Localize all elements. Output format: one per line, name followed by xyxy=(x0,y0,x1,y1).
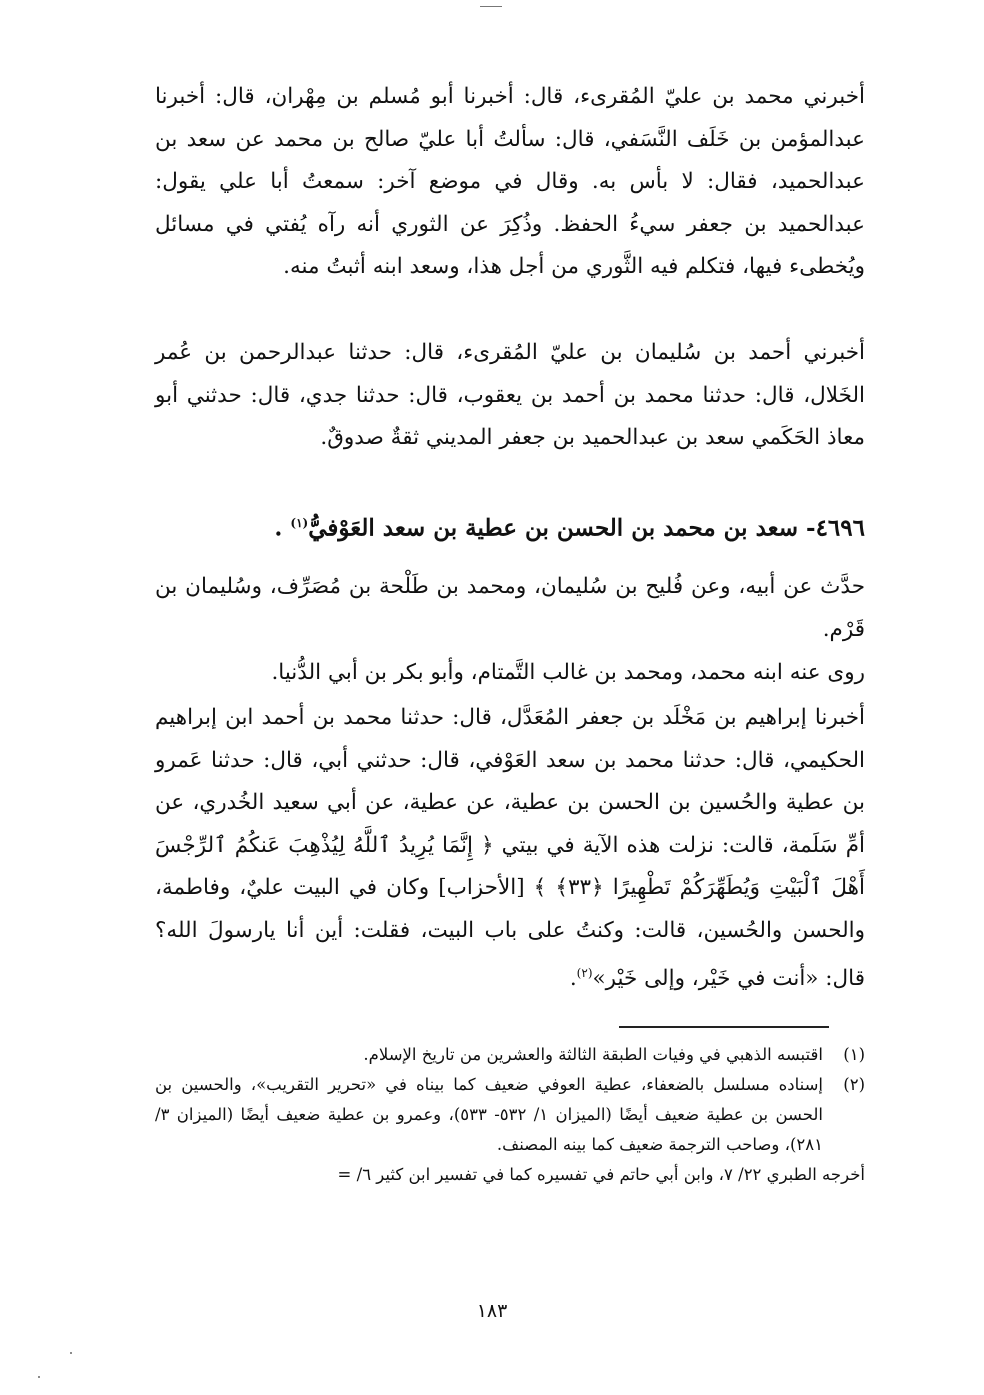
footnote-2-number: (٢) xyxy=(843,1075,865,1094)
footnote-1-number: (١) xyxy=(843,1045,865,1064)
scan-speck xyxy=(38,1376,40,1378)
entry-heading-text: ٤٦٩٦- سعد بن محمد بن الحسن بن عطية بن سعد العَوْفيُّ xyxy=(308,514,865,542)
footnote-continuation: أخرجه الطبري ٢٢/ ٧، وابن أبي حاتم في تفسيره كما في تفسير ابن كثير ٦/ = xyxy=(337,1165,865,1184)
top-edge-mark xyxy=(480,6,502,7)
paragraph-3: حدَّث عن أبيه، وعن فُليح بن سُليمان، ومحمد بن طَلْحة بن مُصَرِّف، وسُليمان بن قَرْم. xyxy=(155,574,865,642)
entry-heading: ٤٦٩٦- سعد بن محمد بن الحسن بن عطية بن سعد العَوْفيُّ$^{(١)}$ . xyxy=(274,514,865,542)
footnotes xyxy=(155,1040,865,1190)
paragraph-5-text: أخبرنا إبراهيم بن مَخْلَد بن جعفر المُعَدَّل، قال: حدثنا محمد بن أحمد ابن إبراهيم الحكيمي، قال: حدثنا محمد بن سعد العَوْفي، قال: حدثني أبي، قال: حدثنا عَمرو بن عطية والحُسين بن الحسن بن عطية، عن عطية، عن أبي سعيد الخُدري، عن أمِّ سَلَمة، قالت: نزلت هذه الآية في بيتي ﴿ إِنَّمَا يُرِيدُ ٱللَّهُ لِيُذْهِبَ عَنكُمُ ٱلرِّجْسَ أَهْلَ ٱلْبَيْتِ وَيُطَهِّرَكُمْ تَطْهِيرًا ﴿٣٣﴾ ﴾ [الأحزاب] وكان في البيت عليٌ، وفاطمة، والحسن والحُسين، قالت: وكنتُ على باب البيت، فقلت: أين أنا يارسولَ الله؟ قال: «أنت في خَيْر، وإلى خَيْر» xyxy=(155,705,865,992)
footnote-2 xyxy=(155,1070,865,1160)
footnote-1-text: اقتبسه الذهبي في وفيات الطبقة الثالثة والعشرين من تاريخ الإسلام. xyxy=(363,1045,823,1064)
scan-speck xyxy=(70,1352,72,1354)
footnote-ref-1: (١) xyxy=(290,516,309,530)
footnote-ref-2: (٢) xyxy=(576,966,593,980)
footnote-1 xyxy=(155,1040,865,1070)
paragraph-2: أخبرني أحمد بن سُليمان بن عليّ المُقرىء، قال: حدثنا عبدالرحمن بن عُمر الخَلال، قال: حدثنا محمد بن أحمد بن يعقوب، قال: حدثنا جدي، قال: حدثني أبو معاذ الحَكَمي سعد بن عبدالحميد بن جعفر المديني ثقةٌ صدوقٌ. xyxy=(155,340,865,450)
paragraph-4: روى عنه ابنه محمد، ومحمد بن غالب التَّمتام، وأبو بكر بن أبي الدُّنيا. xyxy=(271,660,865,685)
footnote-2-text: إسناده مسلسل بالضعفاء، عطية العوفي ضعيف كما بيناه في «تحرير التقريب»، والحسين بن الحسن بن عطية ضعيف أيضًا (الميزان ١/ ٥٣٢- ٥٣٣)، وعمرو بن عطية ضعيف أيضًا (الميزان ٣/ ٢٨١)، وصاحب الترجمة ضعيف كما بينه المصنف. xyxy=(155,1075,823,1154)
footnote-separator xyxy=(619,1026,829,1028)
paragraph-5: أخبرنا إبراهيم بن مَخْلَد بن جعفر المُعَدَّل، قال: حدثنا محمد بن أحمد ابن إبراهيم الحكيمي، قال: حدثنا محمد بن سعد العَوْفي، قال: حدثني أبي، قال: حدثنا عَمرو بن عطية والحُسين بن الحسن بن عطية، عن عطية، عن أبي سعيد الخُدري، عن أمِّ سَلَمة، قالت: نزلت هذه الآية في بيتي ﴿ إِنَّمَا يُرِيدُ ٱللَّهُ لِيُذْهِبَ عَنكُمُ ٱلرِّجْسَ أَهْلَ ٱلْبَيْتِ وَيُطَهِّرَكُمْ تَطْهِيرًا ﴿٣٣﴾ ﴾ [الأحزاب] وكان في البيت عليٌ، وفاطمة، والحسن والحُسين، قالت: وكنتُ على باب البيت، فقلت: أين أنا يارسولَ الله؟ قال: «أنت في خَيْر، وإلى خَيْر»$^{(٢)}$. xyxy=(155,705,865,992)
page-number: ١٨٣ xyxy=(476,1300,508,1322)
paragraph-1: أخبرني محمد بن عليّ المُقرىء، قال: أخبرنا أبو مُسلم بن مِهْران، قال: أخبرنا عبدالمؤمن بن خَلَف النَّسَفي، قال: سألتُ أبا عليّ صالح بن محمد عن سعد بن عبدالحميد، فقال: لا بأس به. وقال في موضع آخر: سمعتُ أبا علي يقول: عبدالحميد بن جعفر سيءُ الحفظ. وذُكِرَ عن الثوري أنه رآه يُفتي في مسائل ويُخطىء فيها، فتكلم فيه الثَّوري من أجل هذا، وسعد ابنه أثبتُ منه. xyxy=(155,84,865,279)
